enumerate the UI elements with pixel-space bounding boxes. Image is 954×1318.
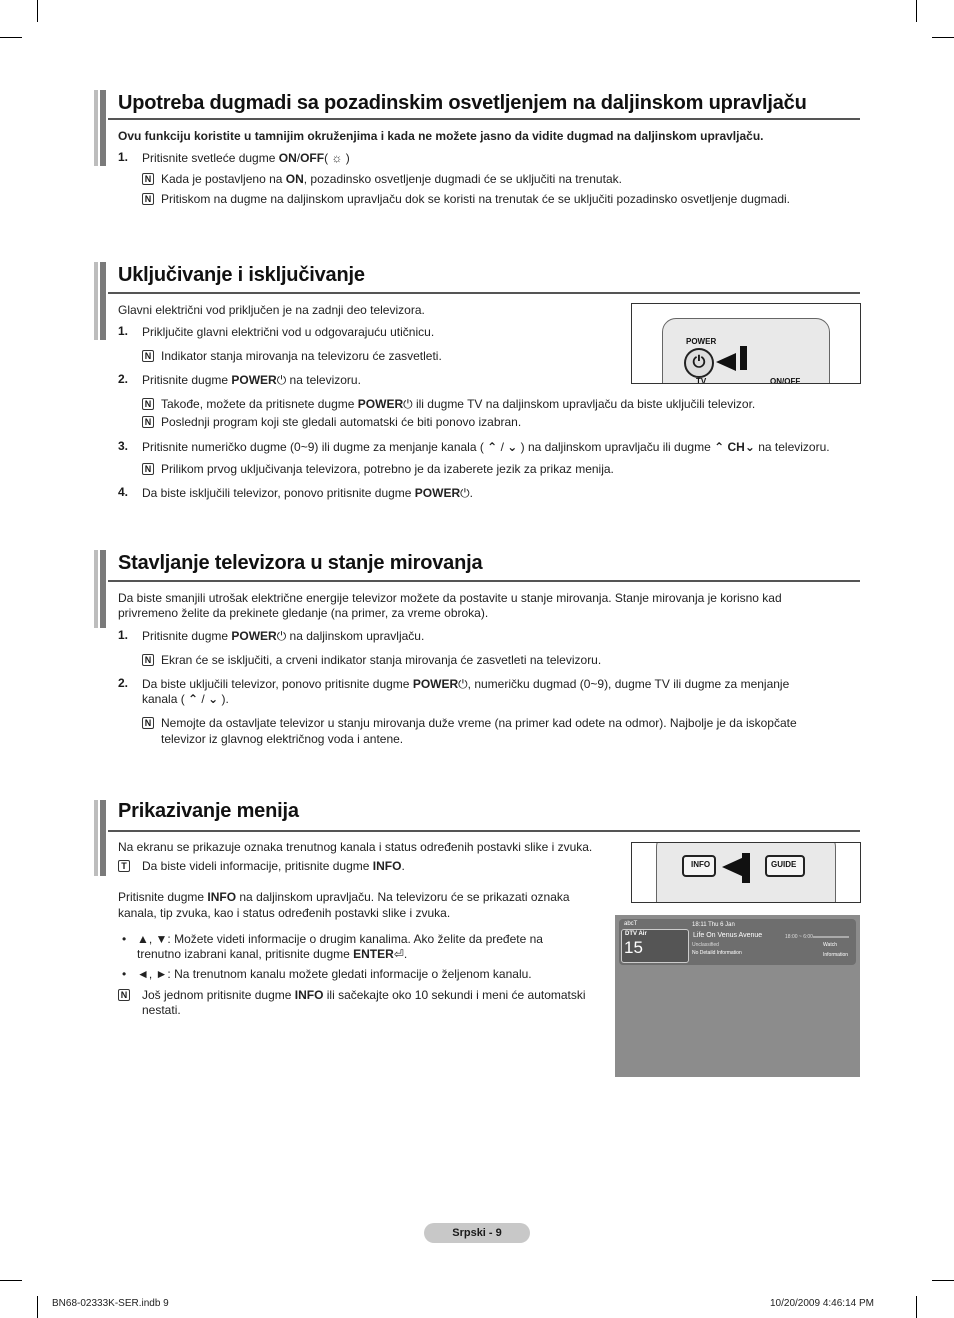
note-icon: N xyxy=(142,173,154,185)
note-icon: N xyxy=(142,717,154,729)
note-text: Prilikom prvog uključivanja televizora, potrebno je da izaberete jezik za prikaz menija. xyxy=(161,462,614,476)
arrow-icon xyxy=(742,853,750,883)
note-icon: N xyxy=(142,654,154,666)
enter-icon: ⏎ xyxy=(393,947,404,961)
page-number: Srpski - 9 xyxy=(424,1223,530,1243)
power-icon: ⏻ xyxy=(684,348,714,378)
paragraph: kanala, tip zvuka, kao i status određenih postavki slike i zvuka. xyxy=(118,906,451,920)
step-text: Pritisnite svetleće dugme ON/OFF( ☼ ) xyxy=(142,151,350,165)
note-icon: N xyxy=(142,398,154,410)
note-icon: N xyxy=(142,416,154,428)
power-icon: ⏻ xyxy=(460,486,470,500)
info-label: INFO xyxy=(691,860,711,869)
bullet-text: trenutno izabrani kanal, pritisnite dugme ENTER⏎. xyxy=(137,947,408,961)
step-number: 2. xyxy=(118,676,129,690)
bullet: • xyxy=(122,932,127,946)
bullet-text: ▲, ▼: Možete videti informacije o drugim kanalima. Ako želite da pređete na xyxy=(137,932,543,946)
tv-label: TV xyxy=(696,377,707,384)
power-icon: ⏻ xyxy=(276,373,287,387)
step-number: 2. xyxy=(118,372,129,386)
source-label: DTV Air xyxy=(625,931,647,937)
tip-text: Da biste videli informacije, pritisnite dugme INFO. xyxy=(142,859,405,873)
note-text: Kada je postavljeno na ON, pozadinsko osvetljenje dugmadi će se uključiti na trenutak. xyxy=(161,172,622,186)
time-range: 18:00 ~ 6:00 xyxy=(785,934,813,940)
step-number: 4. xyxy=(118,485,129,499)
onoff-label: ON/OFF xyxy=(770,377,801,384)
remote-info-image xyxy=(631,842,861,903)
channel-number: 15 xyxy=(624,938,643,957)
intro-text: Na ekranu se prikazuje oznaka trenutnog kanala i status određenih postavki slike i zvuka. xyxy=(118,840,593,854)
paragraph: Pritisnite dugme INFO na daljinskom upravljaču. Na televizoru će se prikazati oznaka xyxy=(118,890,570,904)
channel-down-icon: ⌄ xyxy=(744,440,755,454)
channel-down-icon: ⌄ xyxy=(208,692,219,706)
section-title: Prikazivanje menija xyxy=(118,800,299,822)
channel-down-icon: ⌄ xyxy=(507,440,518,454)
remote-power-image xyxy=(631,303,861,384)
step-number: 1. xyxy=(118,150,129,164)
intro-text: Glavni električni vod priključen je na zadnji deo televizora. xyxy=(118,303,425,317)
footer-file: BN68-02333K-SER.indb 9 xyxy=(52,1298,169,1309)
arrow-icon xyxy=(716,353,736,371)
arrow-icon xyxy=(722,857,744,877)
section-bar xyxy=(94,800,106,876)
step-text: kanala ( ⌃ / ⌄ ). xyxy=(142,692,229,706)
progress-bar xyxy=(813,936,849,938)
section-rule xyxy=(108,292,860,294)
bullet: • xyxy=(122,967,127,981)
section-rule xyxy=(108,118,860,120)
channel-name: abcT xyxy=(624,921,638,927)
section-bar xyxy=(94,262,106,340)
step-number: 1. xyxy=(118,324,129,338)
section-rule xyxy=(108,830,860,832)
step-text: Da biste isključili televizor, ponovo pritisnite dugme POWER⏻. xyxy=(142,486,473,500)
intro-text: Ovu funkciju koristite u tamnijim okruženjima i kada ne možete jasno da vidite dugmad na daljinskom upravljaču. xyxy=(118,129,764,143)
note-icon: N xyxy=(142,463,154,475)
note-icon: N xyxy=(142,350,154,362)
note-text: Nemojte da ostavljate televizor u stanju mirovanja duže vreme (na primer kad odete na odmor). Najbolje je da iskopčate xyxy=(161,716,797,730)
step-text: Pritisnite numeričko dugme (0~9) ili dugme za menjanje kanala ( ⌃ / ⌄ ) na daljinskom upravljaču ili dugme ⌃ CH⌄ na televizoru. xyxy=(142,440,830,454)
bullet-text: ◄, ►: Na trenutnom kanalu možete gledati informacije o željenom kanalu. xyxy=(137,967,532,981)
section-bar xyxy=(94,90,106,166)
note-text: Ekran će se isključiti, a crveni indikator stanja mirovanja će zasvetleti na televizoru. xyxy=(161,653,602,667)
tip-icon: T xyxy=(118,860,130,872)
step-number: 3. xyxy=(118,439,129,453)
channel-up-icon: ⌃ xyxy=(714,440,725,454)
note-text: Indikator stanja mirovanja na televizoru će zasvetleti. xyxy=(161,349,442,363)
power-icon: ⏻ xyxy=(458,677,468,691)
power-label: POWER xyxy=(686,337,717,346)
information-label: Information xyxy=(823,952,849,958)
note-icon: N xyxy=(118,989,130,1001)
section-title: Uključivanje i isključivanje xyxy=(118,264,365,286)
watch-label: Watch xyxy=(823,942,837,948)
power-icon: ⏻ xyxy=(403,397,413,411)
tv-info-screen xyxy=(615,915,860,1077)
intro-text: Da biste smanjili utrošak električne energije televizor možete da postavite u stanje mirovanja. Stanje mirovanja je korisno kad xyxy=(118,591,782,605)
note-text: televizor iz glavnog električnog voda i antene. xyxy=(161,732,404,746)
section-bar xyxy=(94,550,106,628)
section-title: Stavljanje televizora u stanje mirovanja xyxy=(118,552,483,574)
note-text: Pritiskom na dugme na daljinskom upravljaču dok se koristi na trenutak će se uključiti pozadinsko osvetljenje dugmadi. xyxy=(161,192,790,206)
channel-up-icon: ⌃ xyxy=(188,692,199,706)
section-rule xyxy=(108,580,860,582)
step-text: Pritisnite dugme POWER⏻ na daljinskom upravljaču. xyxy=(142,629,425,643)
step-text: Pritisnite dugme POWER⏻ na televizoru. xyxy=(142,373,361,387)
footer-date: 10/20/2009 4:46:14 PM xyxy=(770,1298,874,1309)
note-text: Još jednom pritisnite dugme INFO ili sačekajte oko 10 sekundi i meni će automatski xyxy=(142,988,586,1002)
program-title: Life On Venus Avenue xyxy=(693,932,763,939)
note-text: Poslednji program koji ste gledali automatski će biti ponovo izabran. xyxy=(161,415,522,429)
section-title: Upotreba dugmadi sa pozadinskim osvetljenjem na daljinskom upravljaču xyxy=(118,92,807,114)
step-text: Priključite glavni električni vod u odgovarajuću utičnicu. xyxy=(142,325,435,339)
channel-up-icon: ⌃ xyxy=(487,440,498,454)
step-number: 1. xyxy=(118,628,129,642)
datetime: 18:11 Thu 6 Jan xyxy=(692,922,735,928)
guide-label: GUIDE xyxy=(771,860,797,869)
note-icon: N xyxy=(142,193,154,205)
arrow-icon xyxy=(740,346,747,370)
step-text: Da biste uključili televizor, ponovo pritisnite dugme POWER⏻, numeričku dugmad (0~9), dugme TV ili dugme za menjanje xyxy=(142,677,790,691)
category: Unclassified xyxy=(692,942,719,948)
note-text: Takođe, možete da pritisnete dugme POWER⏻ ili dugme TV na daljinskom upravljaču da biste uključili televizor. xyxy=(161,397,756,411)
detail: No Detaild Information xyxy=(692,950,742,956)
intro-text: privremeno želite da prekinete gledanje (na primer, za vreme obroka). xyxy=(118,606,489,620)
note-text: nestati. xyxy=(142,1003,181,1017)
power-icon: ⏻ xyxy=(276,629,287,643)
